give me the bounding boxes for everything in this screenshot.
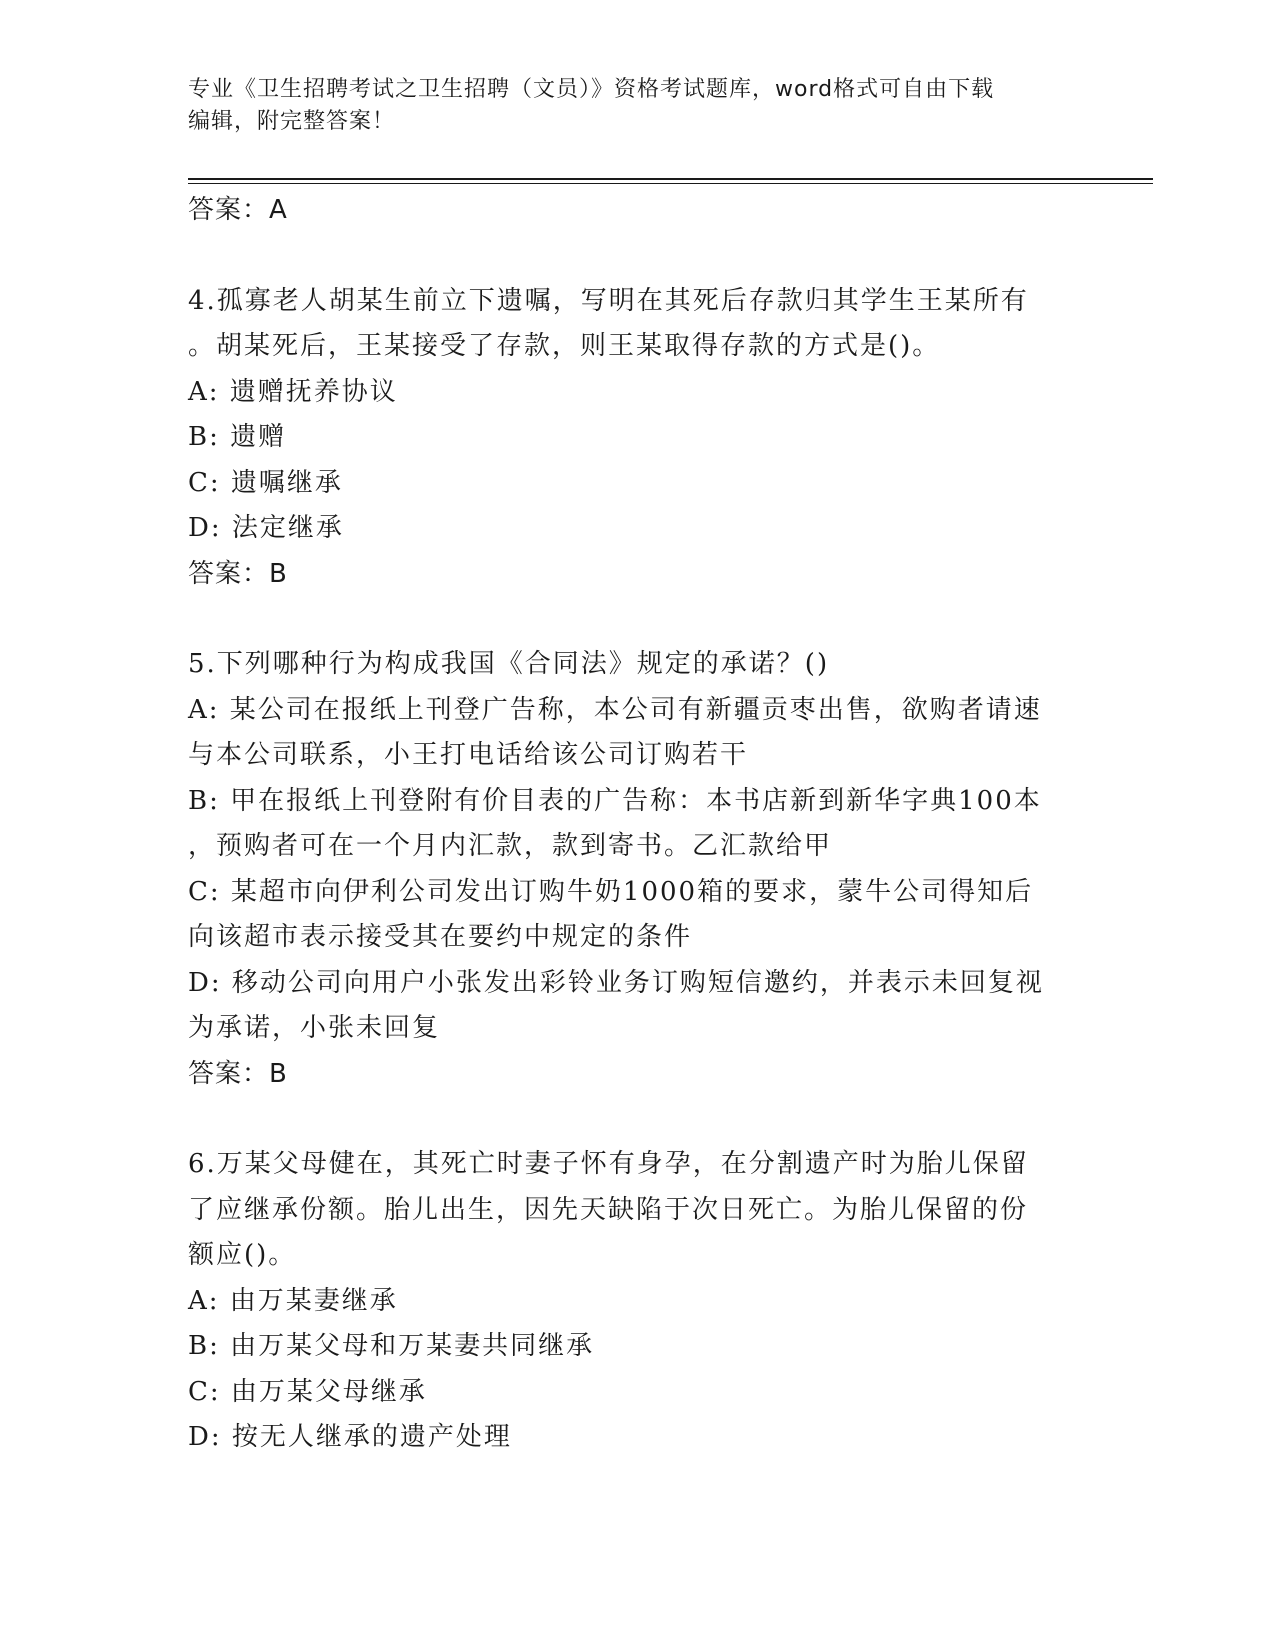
q6-stem-line-2: 了应继承份额。胎儿出生，因先天缺陷于次日死亡。为胎儿保留的份 [188, 1194, 1029, 1225]
q6-option-c: C: 由万某父母继承 [188, 1376, 427, 1407]
q4-stem-line-2: 。胡某死后，王某接受了存款，则王某取得存款的方式是()。 [188, 331, 941, 361]
header-line-1: 专业《卫生招聘考试之卫生招聘（文员）》资格考试题库，word格式可自由下载 [188, 77, 995, 102]
q4-stem-line-1: 4.孤寡老人胡某生前立下遗嘱，写明在其死后存款归其学生王某所有 [188, 285, 1029, 316]
spacer [188, 597, 1078, 642]
q5-option-d-line-1: D: 移动公司向用户小张发出彩铃业务订购短信邀约，并表示未回复视 [188, 967, 1044, 998]
q4-option-c: C: 遗嘱继承 [188, 467, 343, 498]
q4-option-a: A: 遗赠抚养协议 [188, 376, 398, 407]
previous-answer: 答案：A [188, 195, 288, 225]
question-content [188, 188, 1078, 1461]
q4-option-d: D: 法定继承 [188, 513, 344, 543]
q5-option-a-line-1: A: 某公司在报纸上刊登广告称，本公司有新疆贡枣出售，欲购者请速 [188, 694, 1042, 725]
spacer [188, 1097, 1078, 1142]
q4-option-b: B: 遗赠 [188, 422, 287, 452]
spacer [188, 234, 1078, 279]
q5-option-b-line-1: B: 甲在报纸上刊登附有价目表的广告称：本书店新到新华字典100本 [188, 785, 1042, 816]
q6-option-d: D: 按无人继承的遗产处理 [188, 1422, 512, 1452]
q6-stem-line-1: 6.万某父母健在，其死亡时妻子怀有身孕，在分割遗产时为胎儿保留 [188, 1149, 1029, 1179]
document-header [188, 74, 1078, 138]
q4-answer: 答案：B [188, 558, 288, 589]
q5-option-c-line-1: C: 某超市向伊利公司发出订购牛奶1000箱的要求，蒙牛公司得知后 [188, 876, 1034, 907]
q5-answer: 答案：B [188, 1058, 288, 1089]
q5-option-a-line-2: 与本公司联系，小王打电话给该公司订购若干 [188, 740, 749, 770]
q5-option-d-line-2: 为承诺，小张未回复 [188, 1013, 441, 1043]
q6-option-a: A: 由万某妻继承 [188, 1285, 398, 1316]
question-6 [188, 1142, 1078, 1461]
header-divider-thin [188, 183, 1153, 184]
q5-option-b-line-2: ，预购者可在一个月内汇款，款到寄书。乙汇款给甲 [188, 831, 833, 861]
q5-option-c-line-2: 向该超市表示接受其在要约中规定的条件 [188, 922, 693, 952]
header-divider-thick [188, 178, 1153, 180]
q6-option-b: B: 由万某父母和万某妻共同继承 [188, 1331, 595, 1361]
question-4 [188, 279, 1078, 598]
q5-stem-line-1: 5.下列哪种行为构成我国《合同法》规定的承诺？() [188, 649, 830, 679]
header-line-2: 编辑，附完整答案！ [188, 109, 396, 134]
question-5 [188, 642, 1078, 1097]
q6-stem-line-3: 额应()。 [188, 1240, 297, 1270]
